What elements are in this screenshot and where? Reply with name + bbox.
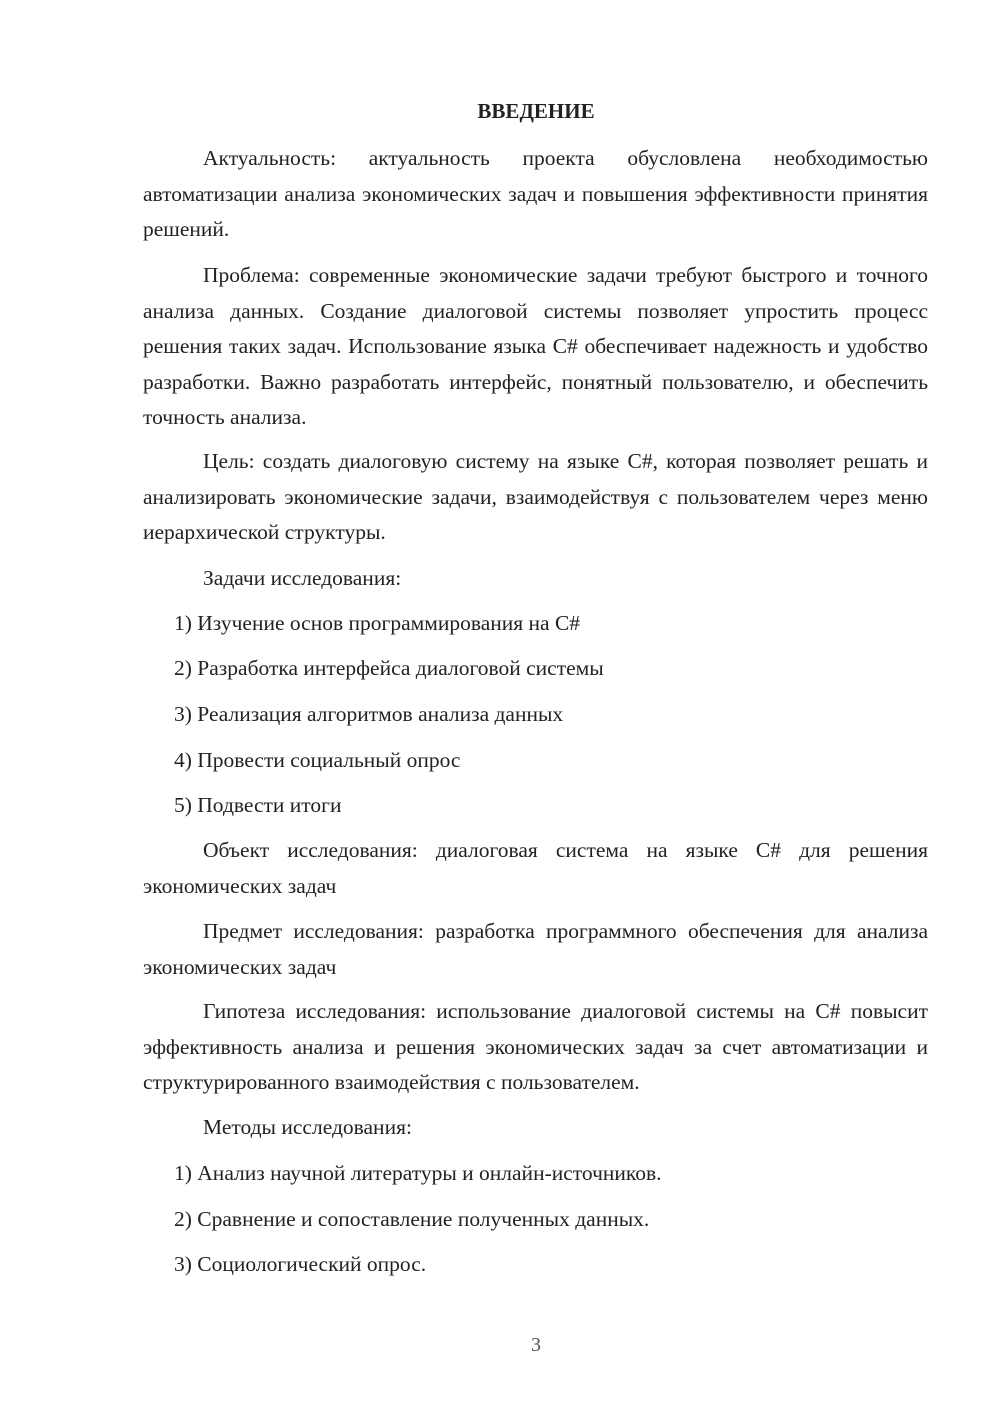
paragraph-relevance: Актуальность: актуальность проекта обусловлена необходимостью автоматизации анализа экономических задач и повышения эффективности принятия решений. (143, 146, 928, 241)
method-list-item: 3) Социологический опрос. (174, 1252, 427, 1276)
paragraph-hypothesis: Гипотеза исследования: использование диалоговой системы на C# повысит эффективность анализа и решения экономических задач за счет автоматизации и структурированного взаимодействия с пользователем. (143, 999, 928, 1094)
methods-heading: Методы исследования: (203, 1115, 412, 1139)
method-list-item: 1) Анализ научной литературы и онлайн-источников. (174, 1161, 662, 1185)
section-heading: ВВЕДЕНИЕ (477, 99, 595, 123)
method-list-item: 2) Сравнение и сопоставление полученных данных. (174, 1207, 650, 1231)
paragraph-object: Объект исследования: диалоговая система на языке C# для решения экономических задач (143, 838, 928, 898)
task-list-item: 1) Изучение основ программирования на C# (174, 611, 581, 635)
paragraph-subject: Предмет исследования: разработка программного обеспечения для анализа экономических задач (143, 919, 928, 979)
task-list-item: 3) Реализация алгоритмов анализа данных (174, 702, 564, 726)
paragraph-goal: Цель: создать диалоговую систему на языке C#, которая позволяет решать и анализировать экономические задачи, взаимодействуя с пользователем через меню иерархической структуры. (143, 449, 928, 544)
page-number: 3 (531, 1334, 541, 1356)
paragraph-problem: Проблема: современные экономические задачи требуют быстрого и точного анализа данных. Создание диалоговой системы позволяет упростить процесс решения таких задач. Использование языка C# обеспечивает надежность и удобство разработки. Важно разработать интерфейс, понятный пользователю, и обеспечить точность анализа. (143, 263, 928, 429)
task-list-item: 4) Провести социальный опрос (174, 748, 461, 772)
task-list-item: 5) Подвести итоги (174, 793, 342, 817)
task-list-item: 2) Разработка интерфейса диалоговой системы (174, 656, 604, 680)
tasks-heading: Задачи исследования: (203, 566, 402, 590)
